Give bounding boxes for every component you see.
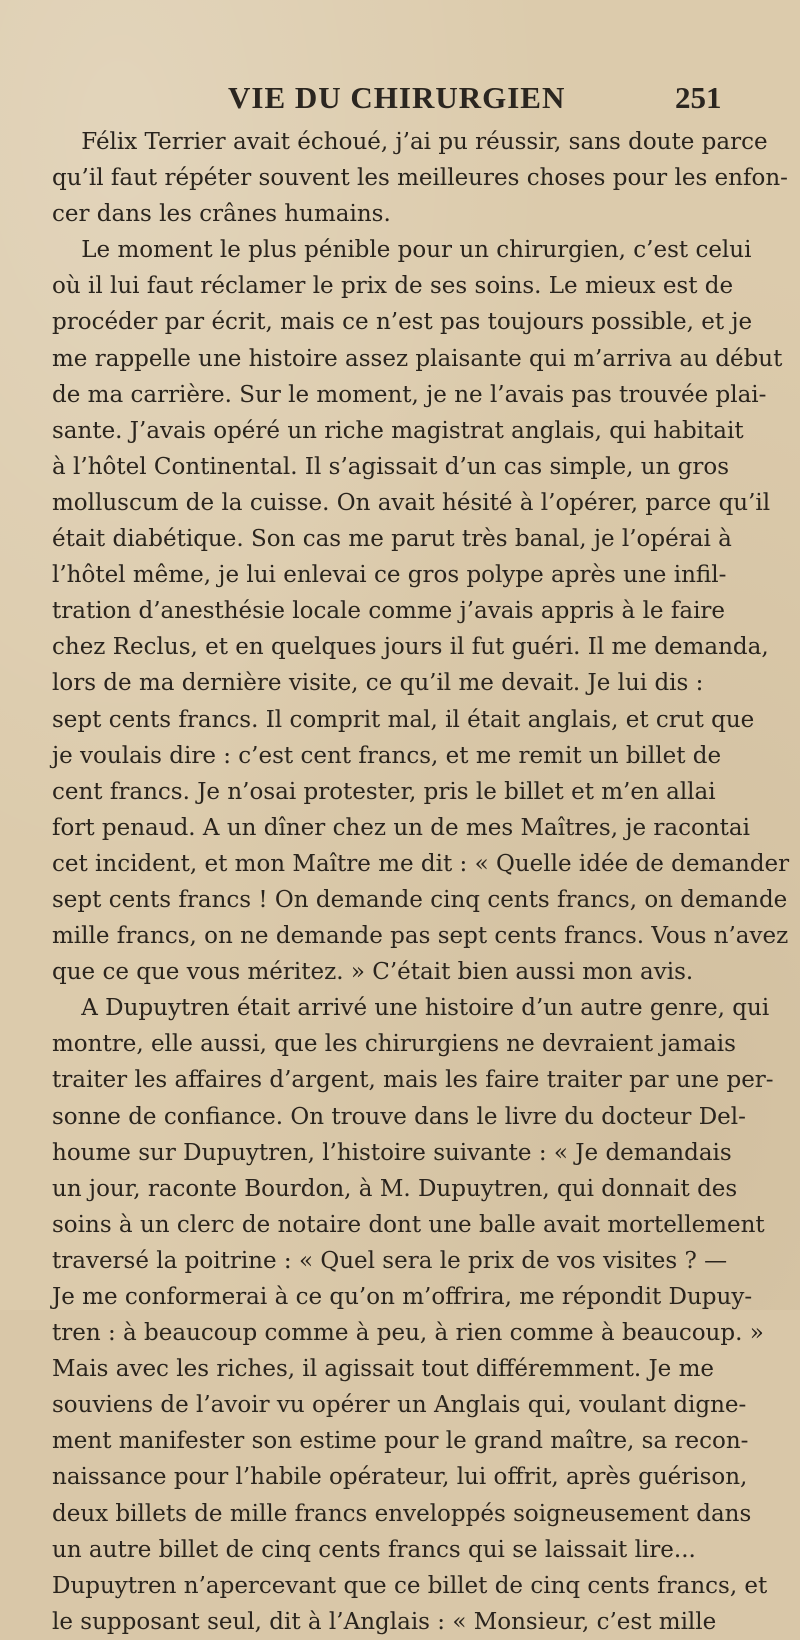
text-line: cet incident, et mon Maître me dit : « Quelle idée de demander xyxy=(52,850,790,877)
text-line: tration d’anesthésie locale comme j’avais appris à le faire xyxy=(52,598,726,625)
text-line: houme sur Dupuytren, l’histoire suivante : « Je demandais xyxy=(52,1139,732,1166)
text-line: sept cents francs ! On demande cinq cents francs, on demande xyxy=(52,886,788,913)
text-line: fort penaud. A un dîner chez un de mes Maîtres, je racontai xyxy=(52,814,750,841)
text-line: un autre billet de cinq cents francs qui se laissait lire... xyxy=(52,1536,696,1563)
text-line: l’hôtel même, je lui enlevai ce gros polype après une infil- xyxy=(52,562,727,589)
text-line: Dupuytren n’apercevant que ce billet de cinq cents francs, et xyxy=(52,1572,768,1599)
text-line: Je me conformerai à ce qu’on m’offrira, me répondit Dupuy- xyxy=(52,1284,753,1310)
text-line: que ce que vous méritez. » C’était bien aussi mon avis. xyxy=(52,959,694,986)
text-line: sept cents francs. Il comprit mal, il était anglais, et crut que xyxy=(52,706,755,733)
text-line: ment manifester son estime pour le grand maître, sa recon- xyxy=(52,1428,749,1455)
page-number: 251 xyxy=(675,80,722,115)
text-line: montre, elle aussi, que les chirurgiens ne devraient jamais xyxy=(52,1031,736,1058)
text-line: était diabétique. Son cas me parut très banal, je l’opérai à xyxy=(52,526,732,553)
text-line: me rappelle une histoire assez plaisante qui m’arriva au début xyxy=(52,345,783,372)
text-line: Le moment le plus pénible pour un chirurgien, c’est celui xyxy=(52,237,752,264)
text-line: A Dupuytren était arrivé une histoire d’un autre genre, qui xyxy=(52,995,770,1022)
text-line: procéder par écrit, mais ce n’est pas toujours possible, et je xyxy=(52,309,753,336)
text-line: Mais avec les riches, il agissait tout différemment. Je me xyxy=(52,1356,715,1383)
text-line: sonne de confiance. On trouve dans le livre du docteur Del- xyxy=(52,1103,746,1130)
text-line: cent francs. Je n’osai protester, pris le billet et m’en allai xyxy=(52,778,716,805)
text-line: cer dans les crânes humains. xyxy=(52,201,391,228)
text-line: Félix Terrier avait échoué, j’ai pu réussir, sans doute parce xyxy=(52,129,768,155)
text-line: un jour, raconte Bourdon, à M. Dupuytren, qui donnait des xyxy=(52,1175,738,1202)
text-line: lors de ma dernière visite, ce qu’il me devait. Je lui dis : xyxy=(52,670,704,697)
running-title: VIE DU CHIRURGIEN xyxy=(228,80,566,115)
body-text xyxy=(52,124,790,1640)
text-line: chez Reclus, et en quelques jours il fut guéri. Il me demanda, xyxy=(52,634,769,661)
text-line: sante. J’avais opéré un riche magistrat anglais, qui habitait xyxy=(52,417,744,444)
text-line: mille francs, on ne demande pas sept cents francs. Vous n’avez xyxy=(52,923,789,950)
text-line: traversé la poitrine : « Quel sera le prix de vos visites ? — xyxy=(52,1247,728,1274)
text-line: le supposant seul, dit à l’Anglais : « Monsieur, c’est mille xyxy=(52,1608,717,1635)
page-header xyxy=(0,80,800,124)
text-line: où il lui faut réclamer le prix de ses soins. Le mieux est de xyxy=(52,273,734,300)
text-line: souviens de l’avoir vu opérer un Anglais qui, voulant digne- xyxy=(52,1392,747,1419)
text-line: molluscum de la cuisse. On avait hésité à l’opérer, parce qu’il xyxy=(52,489,771,516)
text-line: tren : à beaucoup comme à peu, à rien comme à beaucoup. » xyxy=(52,1320,764,1347)
text-line: traiter les affaires d’argent, mais les faire traiter par une per- xyxy=(52,1067,774,1094)
text-line: qu’il faut répéter souvent les meilleures choses pour les enfon- xyxy=(52,165,788,192)
text-line: soins à un clerc de notaire dont une balle avait mortellement xyxy=(52,1211,765,1238)
text-line: deux billets de mille francs enveloppés soigneusement dans xyxy=(52,1500,752,1527)
text-line: à l’hôtel Continental. Il s’agissait d’un cas simple, un gros xyxy=(52,453,730,480)
text-line: je voulais dire : c’est cent francs, et me remit un billet de xyxy=(52,742,722,769)
text-line: naissance pour l’habile opérateur, lui offrit, après guérison, xyxy=(52,1464,748,1491)
text-line: de ma carrière. Sur le moment, je ne l’avais pas trouvée plai- xyxy=(52,381,767,408)
